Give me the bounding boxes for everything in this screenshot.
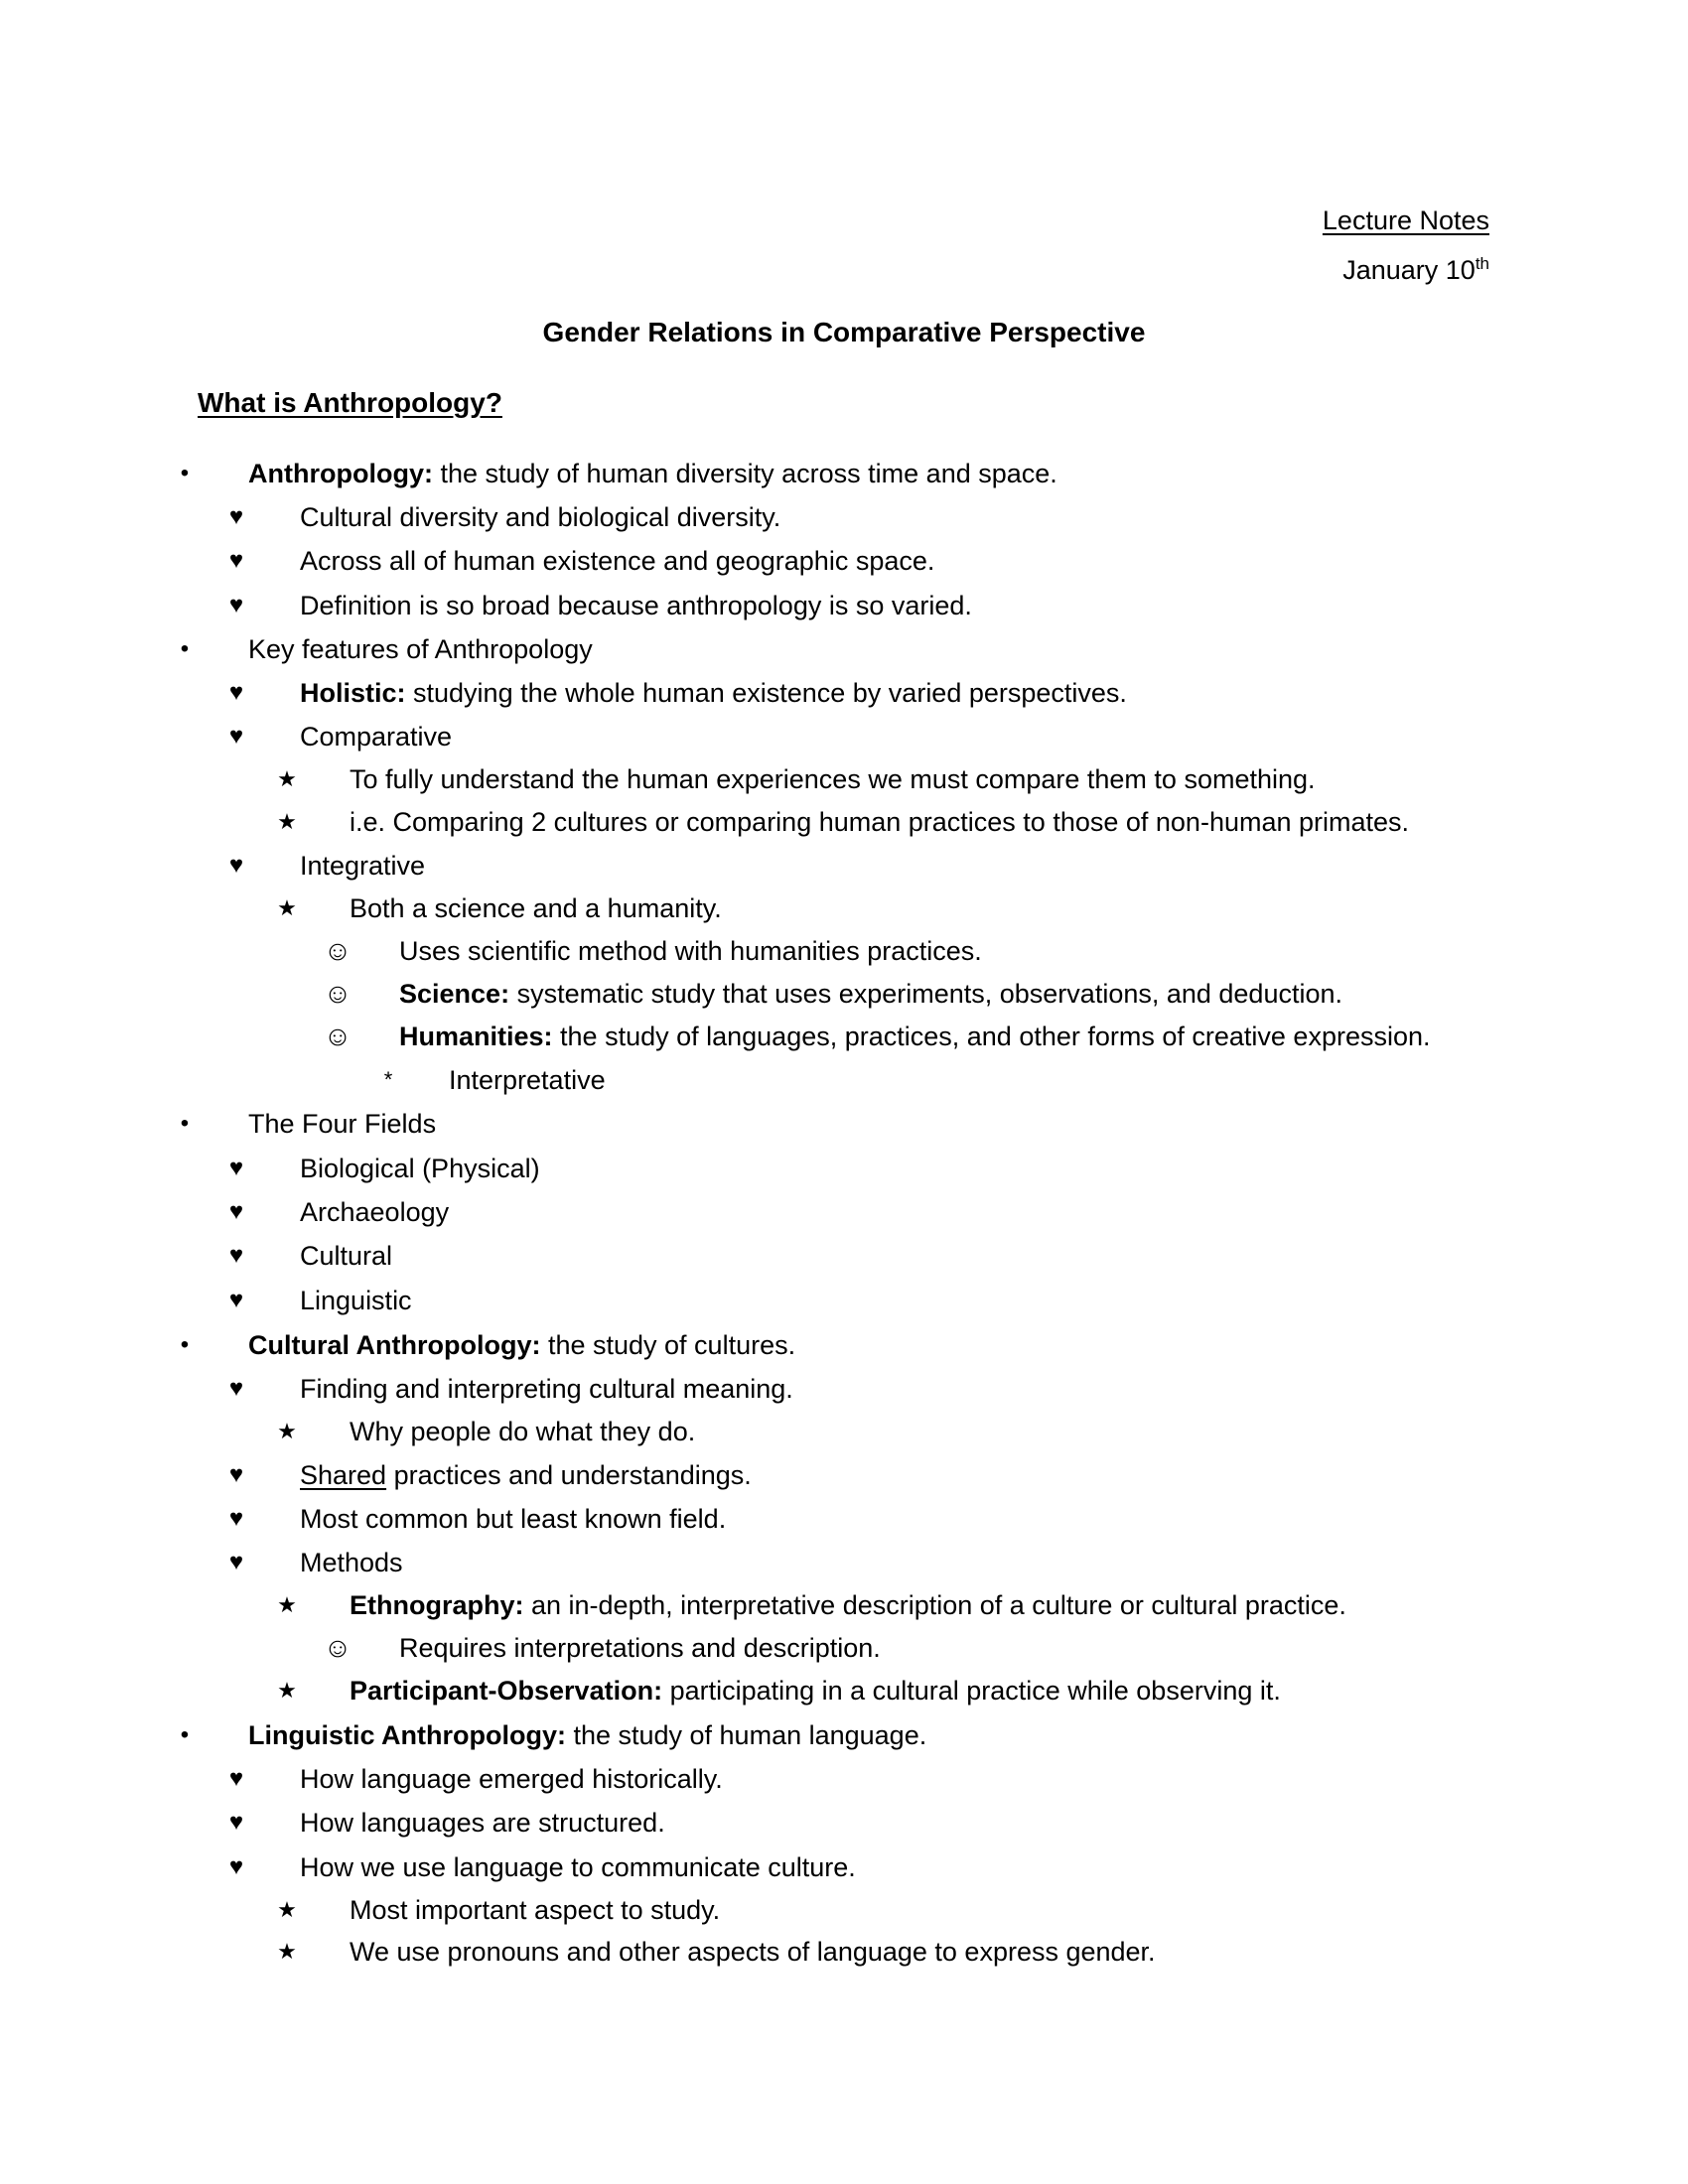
item-body-text: Comparative xyxy=(300,722,453,751)
item-body-text: Biological (Physical) xyxy=(300,1154,540,1183)
outline-item xyxy=(0,1845,1688,1889)
outline-item xyxy=(0,1541,1688,1584)
outline-item xyxy=(0,1234,1688,1278)
term-label: Science: xyxy=(399,979,510,1009)
bullet-heart-icon: ♥ xyxy=(228,547,244,574)
outline-item-text xyxy=(399,972,1342,1016)
outline-item xyxy=(0,1102,1688,1146)
item-body-text: Both a science and a humanity. xyxy=(350,893,722,923)
item-body-text: the study of cultures. xyxy=(540,1330,796,1360)
item-body-text: To fully understand the human experiences we must compare them to something. xyxy=(350,764,1316,794)
outline-item-text xyxy=(300,1845,856,1889)
outline-item xyxy=(0,887,1688,930)
item-body-text: The Four Fields xyxy=(248,1109,437,1139)
bullet-heart-icon: ♥ xyxy=(228,592,244,618)
item-body-text: Methods xyxy=(300,1548,403,1577)
bullet-smiley-icon: ☺ xyxy=(323,978,352,1009)
term-label: Humanities: xyxy=(399,1022,553,1051)
outline-item-text xyxy=(300,1541,403,1584)
item-body-text: the study of human diversity across time and space. xyxy=(432,459,1057,488)
item-body-text: Cultural xyxy=(300,1241,393,1271)
outline-item xyxy=(0,757,1688,801)
outline-item xyxy=(0,1279,1688,1322)
item-body-text: Uses scientific method with humanities practices. xyxy=(399,936,982,966)
item-body-text: an in-depth, interpretative description of a culture or cultural practice. xyxy=(523,1590,1346,1620)
lecture-date-suffix: th xyxy=(1475,254,1489,273)
outline-item-text xyxy=(399,1626,881,1670)
bullet-heart-icon: ♥ xyxy=(228,1765,244,1792)
outline-item-text xyxy=(248,627,593,671)
item-body-text: practices and understandings. xyxy=(386,1460,752,1490)
item-body-text: Linguistic xyxy=(300,1286,412,1315)
item-body-text: the study of human language. xyxy=(565,1720,927,1750)
outline-item-text xyxy=(300,1497,726,1541)
outline-item-text xyxy=(350,1888,720,1932)
section-heading: What is Anthropology? xyxy=(198,387,502,418)
bullet-disc-icon: • xyxy=(180,1110,190,1137)
item-body-text: Most common but least known field. xyxy=(300,1504,727,1534)
outline-item xyxy=(0,1058,1688,1102)
bullet-smiley-icon: ☺ xyxy=(323,935,352,966)
outline-item xyxy=(0,1497,1688,1541)
outline-item xyxy=(0,844,1688,887)
bullet-heart-icon: ♥ xyxy=(228,723,244,750)
outline-item xyxy=(0,1888,1688,1932)
document-title: Gender Relations in Comparative Perspective xyxy=(542,317,1146,347)
outline-item xyxy=(0,584,1688,627)
outline-item-text xyxy=(300,715,452,758)
bullet-star-icon: ★ xyxy=(277,809,297,834)
outline-item xyxy=(0,1410,1688,1453)
outline-item xyxy=(0,1713,1688,1757)
bullet-heart-icon: ♥ xyxy=(228,503,244,530)
bullet-heart-icon: ♥ xyxy=(228,1242,244,1269)
bullet-heart-icon: ♥ xyxy=(228,1287,244,1313)
lecture-date-text: January 10 xyxy=(1342,255,1476,285)
outline-item-text xyxy=(248,1102,436,1146)
outline-item-text xyxy=(350,1410,695,1453)
outline-item xyxy=(0,1801,1688,1844)
outline-item xyxy=(0,1147,1688,1190)
item-body-text: How language emerged historically. xyxy=(300,1764,723,1794)
outline-item xyxy=(0,1583,1688,1627)
bullet-heart-icon: ♥ xyxy=(228,1461,244,1488)
bullet-heart-icon: ♥ xyxy=(228,1375,244,1402)
outline-item-text xyxy=(399,1015,1431,1058)
outline-item-text xyxy=(399,929,982,973)
term-label: Anthropology: xyxy=(248,459,433,488)
outline-item xyxy=(0,1453,1688,1497)
outline-item xyxy=(0,495,1688,539)
item-body-text: systematic study that uses experiments, observations, and deduction. xyxy=(509,979,1343,1009)
item-body-text: Archaeology xyxy=(300,1197,450,1227)
bullet-heart-icon: ♥ xyxy=(228,1853,244,1880)
term-label: Participant-Observation: xyxy=(350,1676,663,1706)
outline-item-text xyxy=(300,1234,392,1278)
outline-item-text xyxy=(300,1757,723,1801)
outline-item xyxy=(0,1190,1688,1234)
item-body-text: How languages are structured. xyxy=(300,1808,665,1838)
outline-item-text xyxy=(300,1190,449,1234)
item-body-text: Definition is so broad because anthropology is so varied. xyxy=(300,591,972,620)
outline-item-text xyxy=(248,452,1057,495)
bullet-asterisk-icon: * xyxy=(383,1067,393,1092)
item-body-text: i.e. Comparing 2 cultures or comparing human practices to those of non-human primates. xyxy=(350,807,1410,837)
outline-item xyxy=(0,627,1688,671)
outline-item-text xyxy=(300,1453,752,1497)
lecture-notes-label: Lecture Notes xyxy=(1322,205,1489,235)
bullet-heart-icon: ♥ xyxy=(228,679,244,706)
outline-item-text xyxy=(300,1367,793,1411)
outline-item-text xyxy=(300,539,934,583)
item-body-text: Key features of Anthropology xyxy=(248,634,593,664)
item-body-text: participating in a cultural practice while observing it. xyxy=(662,1676,1281,1706)
underlined-word: Shared xyxy=(300,1460,387,1490)
outline-item xyxy=(0,671,1688,715)
bullet-heart-icon: ♥ xyxy=(228,1198,244,1225)
item-body-text: Cultural diversity and biological diversity. xyxy=(300,502,781,532)
outline-item-text xyxy=(350,757,1316,801)
bullet-smiley-icon: ☺ xyxy=(323,1021,352,1051)
outline-item xyxy=(0,1323,1688,1367)
bullet-heart-icon: ♥ xyxy=(228,1549,244,1575)
item-body-text: Integrative xyxy=(300,851,426,881)
outline-item xyxy=(0,539,1688,583)
bullet-disc-icon: • xyxy=(180,460,190,486)
bullet-star-icon: ★ xyxy=(277,1592,297,1617)
outline-item xyxy=(0,800,1688,844)
item-body-text: How we use language to communicate culture. xyxy=(300,1852,856,1882)
outline-item xyxy=(0,1669,1688,1712)
outline-item xyxy=(0,1930,1688,1974)
term-label: Holistic: xyxy=(300,678,406,708)
outline-item-text xyxy=(300,1147,540,1190)
item-body-text: Requires interpretations and description. xyxy=(399,1633,881,1663)
item-body-text: studying the whole human existence by varied perspectives. xyxy=(405,678,1127,708)
outline-item xyxy=(0,1015,1688,1058)
bullet-star-icon: ★ xyxy=(277,1939,297,1964)
outline-item-text xyxy=(300,671,1127,715)
outline-item xyxy=(0,1367,1688,1411)
bullet-heart-icon: ♥ xyxy=(228,1809,244,1836)
outline-item-text xyxy=(300,584,972,627)
outline-item-text xyxy=(350,1669,1281,1712)
item-body-text: Most important aspect to study. xyxy=(350,1895,721,1925)
item-body-text: We use pronouns and other aspects of language to express gender. xyxy=(350,1937,1156,1967)
item-body-text: Why people do what they do. xyxy=(350,1417,696,1446)
bullet-star-icon: ★ xyxy=(277,1678,297,1703)
bullet-disc-icon: • xyxy=(180,1331,190,1358)
outline-item xyxy=(0,452,1688,495)
term-label: Cultural Anthropology: xyxy=(248,1330,541,1360)
outline-item-text xyxy=(350,1583,1346,1627)
bullet-star-icon: ★ xyxy=(277,1897,297,1922)
bullet-smiley-icon: ☺ xyxy=(323,1632,352,1663)
outline-item xyxy=(0,1757,1688,1801)
outline-item xyxy=(0,1626,1688,1670)
bullet-disc-icon: • xyxy=(180,1721,190,1748)
outline-item-text xyxy=(248,1323,795,1367)
term-label: Linguistic Anthropology: xyxy=(248,1720,566,1750)
outline-item-text xyxy=(449,1058,606,1102)
outline-item-text xyxy=(350,887,722,930)
outline-item-text xyxy=(248,1713,926,1757)
outline-item-text xyxy=(300,844,425,887)
outline-item-text xyxy=(350,800,1409,844)
outline-item xyxy=(0,972,1688,1016)
outline-item xyxy=(0,929,1688,973)
outline-item-text xyxy=(300,495,780,539)
bullet-star-icon: ★ xyxy=(277,766,297,791)
bullet-heart-icon: ♥ xyxy=(228,1505,244,1532)
outline-item-text xyxy=(350,1930,1156,1974)
bullet-heart-icon: ♥ xyxy=(228,852,244,879)
bullet-disc-icon: • xyxy=(180,635,190,662)
outline-item-text xyxy=(300,1279,412,1322)
outline-item-text xyxy=(300,1801,665,1844)
outline-item xyxy=(0,715,1688,758)
item-body-text: Across all of human existence and geographic space. xyxy=(300,546,935,576)
item-body-text: Interpretative xyxy=(449,1065,606,1095)
item-body-text: Finding and interpreting cultural meaning. xyxy=(300,1374,793,1404)
term-label: Ethnography: xyxy=(350,1590,524,1620)
bullet-heart-icon: ♥ xyxy=(228,1155,244,1181)
item-body-text: the study of languages, practices, and other forms of creative expression. xyxy=(552,1022,1431,1051)
bullet-star-icon: ★ xyxy=(277,1419,297,1443)
bullet-star-icon: ★ xyxy=(277,895,297,920)
